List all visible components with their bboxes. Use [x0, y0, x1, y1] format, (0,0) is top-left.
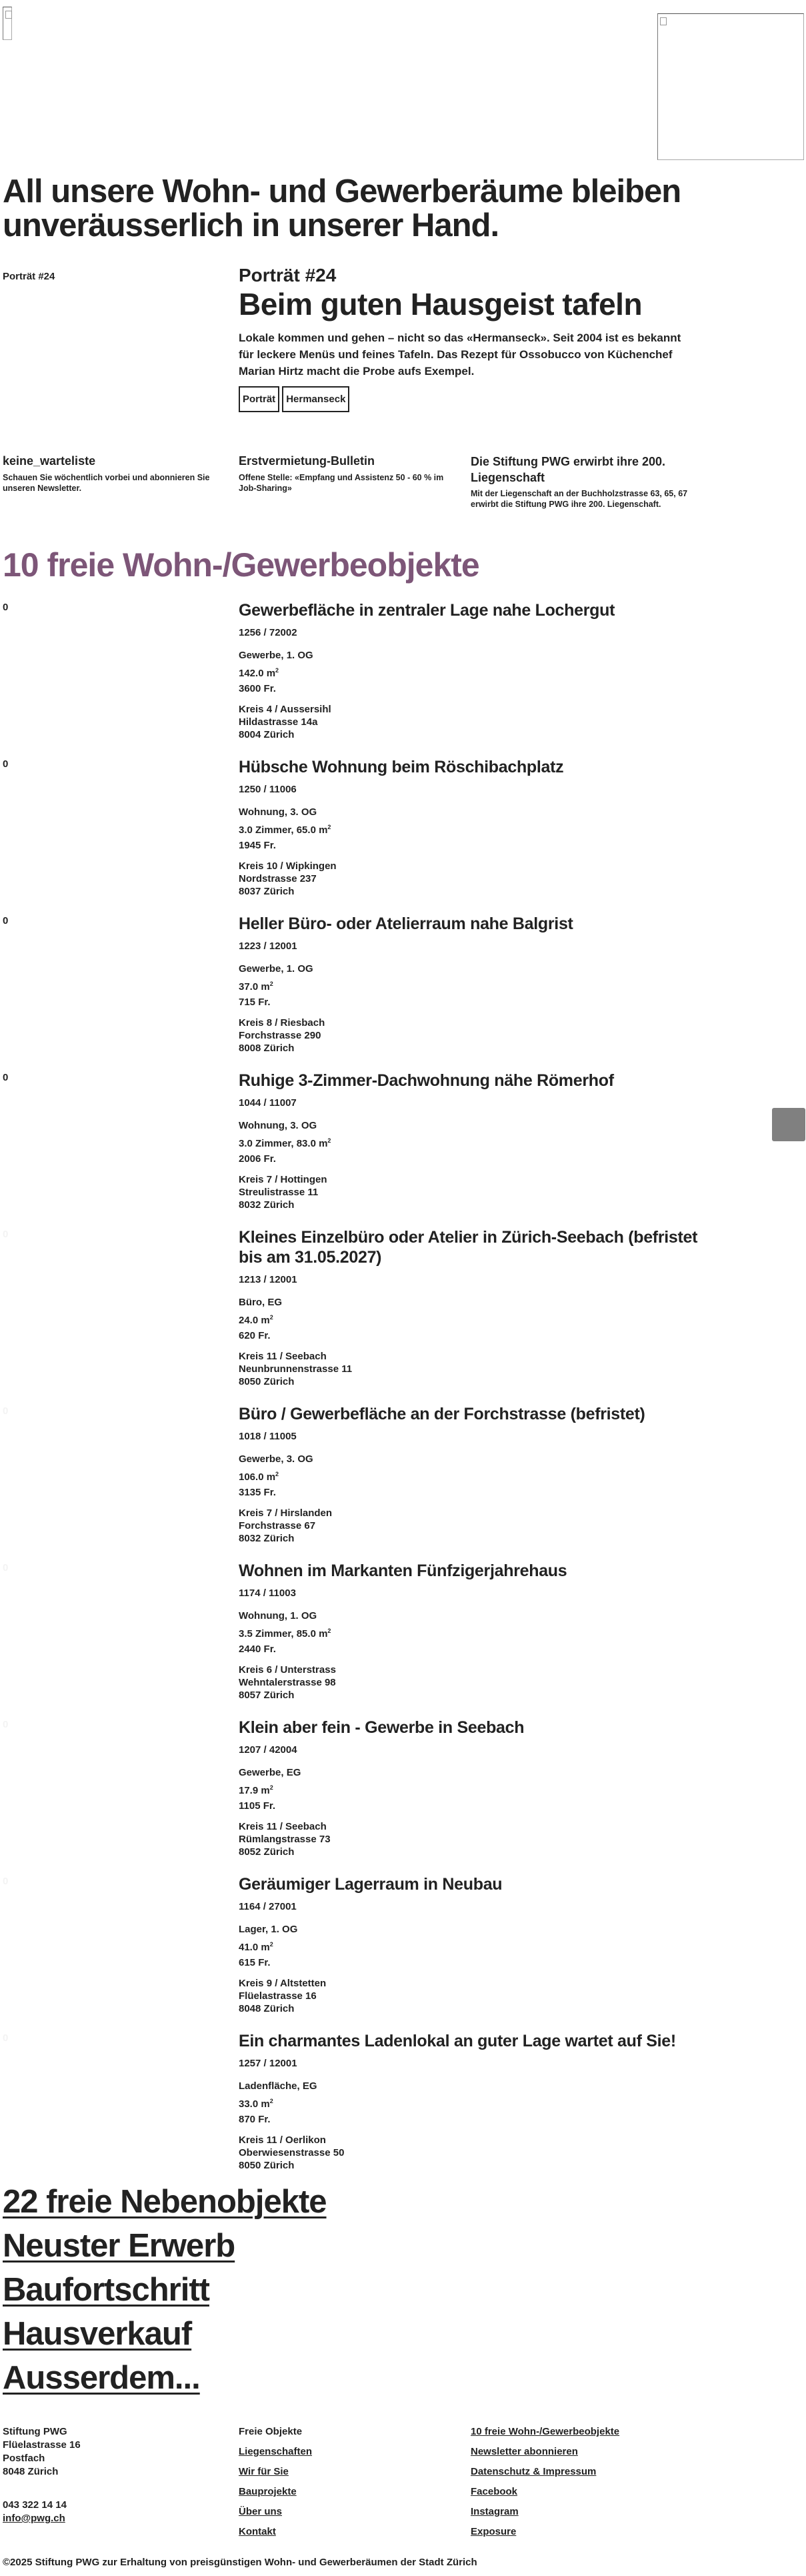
object-type: Wohnung, 1. OG — [239, 1610, 317, 1622]
object-rent: 615 Fr. — [239, 1957, 271, 1968]
footer-links — [471, 2422, 619, 2542]
area-unit-sup: 2 — [275, 1471, 279, 1477]
footer-email-link[interactable]: info@pwg.ch — [3, 2513, 65, 2524]
object-city: 8052 Zürich — [239, 1846, 295, 1858]
footer-link-objekte[interactable]: 10 freie Wohn-/Gewerbeobjekte — [471, 2426, 620, 2437]
object-ref: 1256 / 72002 — [239, 627, 297, 638]
object-size-value: 3.0 Zimmer, 83.0 m — [239, 1138, 328, 1149]
object-size — [239, 1133, 699, 1151]
object-size-value: 41.0 m — [239, 1942, 270, 1953]
object-item[interactable] — [0, 757, 806, 914]
portrait-lead: Lokale kommen und gehen – nicht so das «Hermanseck». Seit 2004 ist es bekannt für leckere Menüs und feines Tafeln. Das Rezept für Ossobucco von Küchenchef Marian Hirtz macht die Probe aufs Exempel. — [239, 332, 681, 378]
footer-link-bauprojekte[interactable]: Bauprojekte — [239, 2486, 297, 2497]
teaser-text: Offene Stelle: «Empfang und Assistenz 50 - 60 % im Job-Sharing» — [239, 473, 444, 493]
object-type: Büro, EG — [239, 1297, 283, 1308]
object-rent: 715 Fr. — [239, 997, 271, 1008]
object-count: 0 — [3, 1405, 9, 1417]
scroll-to-top-button[interactable] — [772, 1108, 805, 1141]
object-title[interactable]: Ruhige 3-Zimmer-Dachwohnung nähe Römerhof — [239, 1071, 614, 1090]
object-body — [239, 1071, 699, 1211]
object-ref: 1213 / 12001 — [239, 1274, 297, 1285]
object-ref: 1164 / 27001 — [239, 1901, 297, 1912]
object-street: Hildastrasse 14a — [239, 716, 318, 728]
object-body — [239, 1404, 699, 1545]
object-size — [239, 1937, 699, 1955]
object-type: Gewerbe, 1. OG — [239, 963, 313, 975]
area-unit-sup: 2 — [327, 1628, 331, 1634]
footer-link-exposure[interactable]: Exposure — [471, 2526, 517, 2537]
object-body — [239, 2031, 699, 2172]
object-count: 0 — [3, 1876, 9, 1887]
object-street: Nordstrasse 237 — [239, 873, 317, 884]
object-city: 8050 Zürich — [239, 2160, 295, 2171]
object-district: Kreis 4 / Aussersihl — [239, 704, 331, 715]
object-item[interactable] — [0, 1561, 806, 1718]
object-count: 0 — [3, 1562, 9, 1573]
object-ref: 1044 / 11007 — [239, 1097, 297, 1109]
object-address — [239, 1507, 699, 1545]
object-district: Kreis 10 / Wipkingen — [239, 860, 337, 872]
broken-image-icon — [660, 17, 667, 25]
object-district: Kreis 8 / Riesbach — [239, 1017, 325, 1029]
object-body — [239, 1227, 699, 1388]
object-size-value: 3.5 Zimmer, 85.0 m — [239, 1628, 328, 1640]
area-unit-sup: 2 — [327, 824, 331, 830]
area-unit-sup: 2 — [269, 1784, 273, 1791]
footer-postfach: Postfach — [3, 2453, 45, 2464]
footer-link-liegenschaften[interactable]: Liegenschaften — [239, 2446, 313, 2457]
object-list — [0, 600, 806, 2188]
area-unit-sup: 2 — [269, 2098, 273, 2104]
object-city: 8032 Zürich — [239, 1533, 295, 1544]
tag-portraet[interactable]: Porträt — [239, 386, 279, 412]
object-address — [239, 703, 699, 741]
teaser-text: Mit der Liegenschaft an der Buchholzstrasse 63, 65, 67 erwirbt die Stiftung PWG ihre 200. Liegenschaft. — [471, 489, 688, 509]
tagline: All unsere Wohn- und Gewerberäume bleiben unveräusserlich in unserer Hand. — [3, 173, 681, 243]
object-street: Streulistrasse 11 — [239, 1187, 319, 1198]
object-rent: 1105 Fr. — [239, 1800, 276, 1812]
object-address — [239, 2134, 699, 2172]
object-ref: 1250 / 11006 — [239, 784, 297, 795]
object-item[interactable] — [0, 1404, 806, 1561]
link-baufortschritt[interactable]: Baufortschritt — [3, 2272, 209, 2308]
teaser-warteliste[interactable] — [3, 454, 223, 494]
object-city: 8048 Zürich — [239, 2003, 295, 2014]
object-count: 0 — [3, 2032, 9, 2044]
object-district: Kreis 11 / Oerlikon — [239, 2134, 326, 2146]
footer-link-newsletter[interactable]: Newsletter abonnieren — [471, 2446, 578, 2457]
object-city: 8032 Zürich — [239, 1199, 295, 1211]
object-item[interactable] — [0, 600, 806, 757]
object-rent: 620 Fr. — [239, 1330, 271, 1341]
object-ref: 1223 / 12001 — [239, 940, 297, 952]
object-street: Oberwiesenstrasse 50 — [239, 2147, 345, 2158]
copyright: ©2025 Stiftung PWG zur Erhaltung von preisgünstigen Wohn- und Gewerberäumen der Stadt Zürich — [3, 2557, 477, 2568]
object-district: Kreis 7 / Hirslanden — [239, 1507, 333, 1519]
object-district: Kreis 7 / Hottingen — [239, 1174, 327, 1185]
area-unit-sup: 2 — [275, 667, 279, 674]
portrait-image[interactable] — [657, 13, 804, 160]
object-rent: 1945 Fr. — [239, 840, 276, 851]
link-hausverkauf[interactable]: Hausverkauf — [3, 2316, 192, 2352]
area-unit-sup: 2 — [269, 981, 273, 987]
footer-spacer — [3, 2479, 81, 2499]
object-type: Lager, 1. OG — [239, 1924, 298, 1935]
object-title[interactable]: Heller Büro- oder Atelierraum nahe Balgrist — [239, 914, 573, 933]
object-rent: 3600 Fr. — [239, 683, 276, 694]
teaser-title: Die Stiftung PWG erwirbt ihre 200. Liegenschaft — [471, 455, 666, 484]
object-district: Kreis 6 / Unterstrass — [239, 1664, 336, 1676]
object-city: 8008 Zürich — [239, 1043, 295, 1054]
object-type: Gewerbe, 1. OG — [239, 650, 313, 661]
object-type: Wohnung, 3. OG — [239, 806, 317, 818]
teaser-bulletin[interactable] — [239, 454, 459, 494]
object-ref: 1257 / 12001 — [239, 2058, 297, 2069]
area-unit-sup: 2 — [327, 1137, 331, 1144]
object-street: Flüelastrasse 16 — [239, 1990, 317, 2002]
footer-link-kontakt[interactable]: Kontakt — [239, 2526, 276, 2537]
area-unit-sup: 2 — [269, 1941, 273, 1948]
object-title[interactable]: Gewerbefläche in zentraler Lage nahe Lochergut — [239, 601, 615, 620]
object-body — [239, 757, 699, 898]
section-links — [3, 2180, 327, 2400]
portrait-title[interactable]: Beim guten Hausgeist tafeln — [239, 287, 643, 321]
broken-image-icon — [5, 11, 12, 19]
footer-phone: 043 322 14 14 — [3, 2499, 67, 2511]
object-title[interactable]: Kleines Einzelbüro oder Atelier in Zürich-Seebach (befristet bis am 31.05.2027) — [239, 1228, 698, 1267]
object-title[interactable]: Ein charmantes Ladenlokal an guter Lage wartet auf Sie! — [239, 2032, 676, 2050]
object-size-value: 3.0 Zimmer, 65.0 m — [239, 824, 328, 836]
object-body — [239, 1561, 699, 1702]
object-body — [239, 914, 699, 1055]
object-ref: 1018 / 11005 — [239, 1431, 297, 1442]
object-street: Rümlangstrasse 73 — [239, 1834, 331, 1845]
object-title[interactable]: Klein aber fein - Gewerbe in Seebach — [239, 1718, 525, 1737]
object-size — [239, 1780, 699, 1798]
object-size — [239, 977, 699, 995]
object-rent: 2006 Fr. — [239, 1153, 276, 1165]
object-body — [239, 1718, 699, 1858]
link-nebenobjekte[interactable]: 22 freie Nebenobjekte — [3, 2184, 327, 2220]
object-size — [239, 1624, 699, 1642]
object-address — [239, 1173, 699, 1211]
object-street: Forchstrasse 290 — [239, 1030, 321, 1041]
teaser-title: keine_warteliste — [3, 454, 96, 468]
footer-link-datenschutz[interactable]: Datenschutz & Impressum — [471, 2466, 597, 2477]
object-title[interactable]: Geräumiger Lagerraum in Neubau — [239, 1875, 503, 1894]
footer-link-instagram[interactable]: Instagram — [471, 2506, 519, 2517]
object-size-value: 17.9 m — [239, 1785, 270, 1796]
footer-city: 8048 Zürich — [3, 2466, 59, 2477]
object-address — [239, 1977, 699, 2015]
footer-nav — [239, 2425, 312, 2542]
object-title[interactable]: Wohnen im Markanten Fünfzigerjahrehaus — [239, 1561, 567, 1580]
tag-list — [239, 386, 692, 412]
object-size-value: 24.0 m — [239, 1315, 270, 1326]
link-ausserdem[interactable]: Ausserdem... — [3, 2360, 200, 2396]
footer-link-ueber-uns[interactable]: Über uns — [239, 2506, 283, 2517]
object-count: 0 — [3, 1719, 9, 1730]
footer-nav-heading[interactable]: Freie Objekte — [239, 2426, 303, 2437]
object-size — [239, 2094, 699, 2112]
object-city: 8057 Zürich — [239, 1690, 295, 1701]
object-count: 0 — [3, 915, 9, 926]
teaser-text: Schauen Sie wöchentlich vorbei und abonnieren Sie unseren Newsletter. — [3, 473, 210, 493]
object-size-value: 37.0 m — [239, 981, 270, 993]
object-item[interactable] — [0, 1227, 806, 1404]
object-title[interactable]: Hübsche Wohnung beim Röschibachplatz — [239, 758, 564, 776]
teaser-erwerb[interactable] — [471, 454, 697, 510]
object-street: Neunbrunnenstrasse 11 — [239, 1363, 353, 1375]
object-address — [239, 860, 699, 898]
object-district: Kreis 9 / Altstetten — [239, 1978, 327, 1989]
object-address — [239, 1820, 699, 1858]
object-ref: 1207 / 42004 — [239, 1744, 297, 1756]
object-size — [239, 1310, 699, 1328]
object-district: Kreis 11 / Seebach — [239, 1351, 327, 1362]
object-city: 8037 Zürich — [239, 886, 295, 897]
logo-image[interactable] — [3, 7, 12, 40]
object-count: 0 — [3, 602, 9, 613]
object-size — [239, 663, 699, 681]
object-item[interactable] — [0, 914, 806, 1071]
object-type: Gewerbe, EG — [239, 1767, 301, 1778]
object-address — [239, 1350, 699, 1388]
footer-link-facebook[interactable]: Facebook — [471, 2486, 518, 2497]
object-rent: 870 Fr. — [239, 2114, 271, 2125]
objects-heading: 10 freie Wohn-/Gewerbeobjekte — [3, 546, 479, 584]
object-item[interactable] — [0, 1071, 806, 1227]
object-ref: 1174 / 11003 — [239, 1587, 296, 1599]
object-type: Wohnung, 3. OG — [239, 1120, 317, 1131]
footer-street: Flüelastrasse 16 — [3, 2439, 81, 2451]
tag-hermanseck[interactable]: Hermanseck — [282, 386, 349, 412]
object-street: Forchstrasse 67 — [239, 1520, 316, 1531]
object-address — [239, 1664, 699, 1702]
teaser-title: Erstvermietung-Bulletin — [239, 454, 375, 468]
object-size-value: 106.0 m — [239, 1471, 276, 1483]
object-rent: 2440 Fr. — [239, 1644, 276, 1655]
object-district: Kreis 11 / Seebach — [239, 1821, 327, 1832]
portrait-kicker: Porträt #24 — [239, 265, 337, 285]
footer-address — [3, 2425, 81, 2525]
object-size — [239, 1467, 699, 1485]
object-count: 0 — [3, 1229, 9, 1240]
portrait-teaser — [239, 264, 692, 412]
object-street: Wehntalerstrasse 98 — [239, 1677, 336, 1688]
footer-link-wir-fuer-sie[interactable]: Wir für Sie — [239, 2466, 289, 2477]
object-type: Ladenfläche, EG — [239, 2080, 317, 2092]
object-body — [239, 1874, 699, 2015]
object-type: Gewerbe, 3. OG — [239, 1453, 313, 1465]
object-body — [239, 600, 699, 741]
area-unit-sup: 2 — [269, 1314, 273, 1321]
object-city: 8050 Zürich — [239, 1376, 295, 1387]
footer-org: Stiftung PWG — [3, 2426, 67, 2437]
object-size — [239, 820, 699, 838]
object-title[interactable]: Büro / Gewerbefläche an der Forchstrasse (befristet) — [239, 1405, 645, 1423]
object-rent: 3135 Fr. — [239, 1487, 276, 1498]
object-size-value: 33.0 m — [239, 2098, 270, 2110]
portrait-label: Porträt #24 — [3, 271, 55, 282]
object-item[interactable] — [0, 2031, 806, 2188]
object-count: 0 — [3, 758, 9, 770]
object-size-value: 142.0 m — [239, 668, 276, 679]
object-item[interactable] — [0, 1874, 806, 2031]
object-item[interactable] — [0, 1718, 806, 1874]
object-city: 8004 Zürich — [239, 729, 295, 740]
link-neuster-erwerb[interactable]: Neuster Erwerb — [3, 2228, 235, 2264]
object-count: 0 — [3, 1072, 9, 1083]
object-address — [239, 1017, 699, 1055]
